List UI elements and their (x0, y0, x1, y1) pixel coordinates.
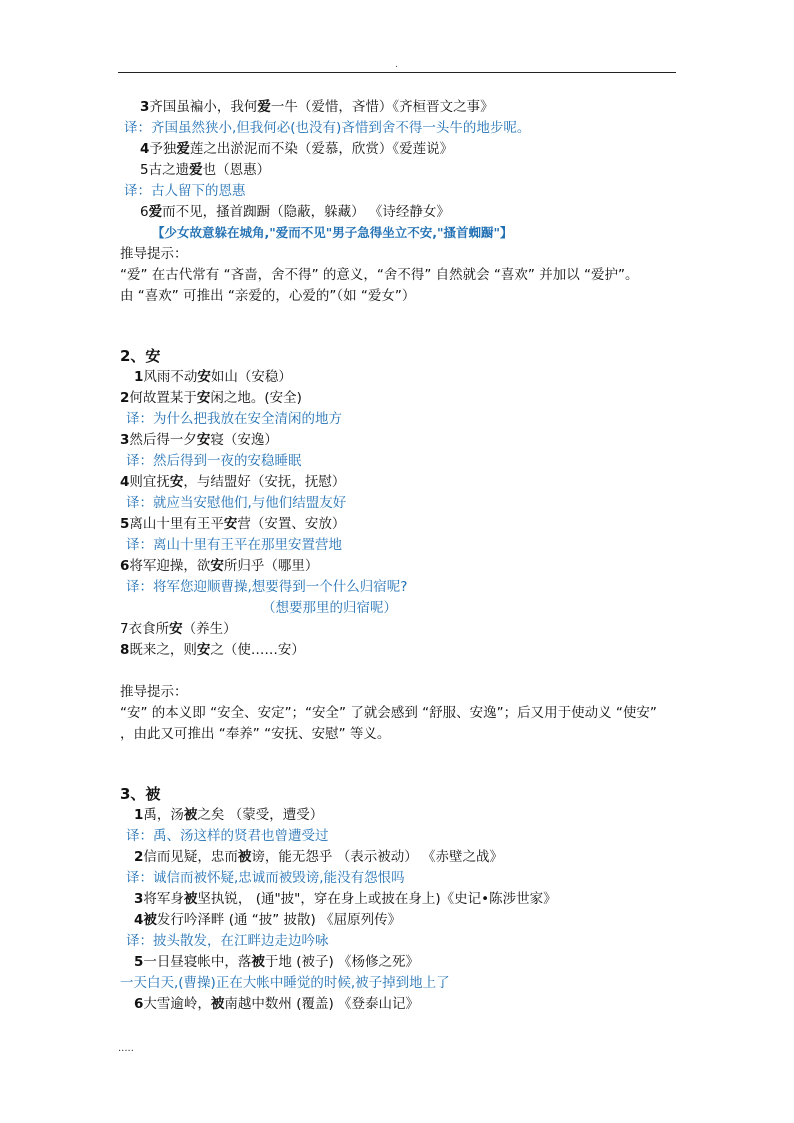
translation-line: 译：将军您迎顺曹操,想要得到一个什么归宿呢? (126, 579, 408, 595)
example-line: 5离山十里有王平安营（安置、安放） (120, 516, 346, 532)
translation-line: 译：就应当安慰他们,与他们结盟友好 (126, 495, 347, 511)
example-line: 5古之遗爱也（恩惠） (140, 162, 271, 178)
translation-line: 译：诚信而被怀疑,忠诚而被毁谤,能没有怨恨吗 (126, 870, 405, 886)
translation-line: 译：离山十里有王平在那里安置营地 (126, 537, 342, 553)
example-line: 6将军迎操，欲安所归乎（哪里） (120, 558, 319, 574)
section-heading: 3、被 (120, 785, 161, 803)
header-dot: . (395, 60, 398, 70)
example-line: 6大雪逾岭，被南越中数州 (覆盖) 《登泰山记》 (134, 996, 420, 1012)
section-heading: 2、安 (120, 347, 161, 365)
hint-label: 推导提示： (120, 684, 188, 700)
translation-line: 【少女故意躲在城角,"爱而不见"男子急得坐立不安,"搔首蜘蹰"】 (152, 225, 513, 240)
hint-text: 由 “喜欢” 可推出 “亲爱的，心爱的”（如 “爱女”） (120, 288, 416, 304)
translation-line: 译：古人留下的恩惠 (124, 183, 246, 199)
footer-dots: ..... (118, 1043, 134, 1054)
example-line: 3齐国虽褊小，我何爱一牛（爱惜，吝惜）《齐桓晋文之事》 (140, 99, 494, 115)
translation-line: 译：然后得到一夜的安稳睡眠 (126, 453, 302, 469)
translation-line: 译：为什么把我放在安全清闲的地方 (126, 411, 342, 427)
example-line: 6爱而不见，搔首踟蹰（隐蔽，躲藏） 《诗经静女》 (140, 204, 450, 220)
example-line: 5一日昼寝帐中，落被于地 (被子) 《杨修之死》 (134, 954, 420, 970)
example-line: 3然后得一夕安寝（安逸） (120, 432, 278, 448)
example-line: 1风雨不动安如山（安稳） (134, 369, 292, 385)
translation-line: 译：披头散发，在江畔边走边吟咏 (126, 933, 329, 949)
example-line: 4被发行吟泽畔 (通 “披” 披散) 《屈原列传》 (134, 912, 402, 928)
example-line: 2何故置某于安闲之地。(安全) (120, 390, 302, 406)
translation-line: 译：禹、汤这样的贤君也曾遭受过 (126, 828, 329, 844)
example-line: 8既来之，则安之（使……安） (120, 642, 305, 658)
example-line: 2信而见疑，忠而被谤，能无怨乎 （表示被动） 《赤壁之战》 (134, 849, 503, 865)
example-line: 1禹，汤被之矣 （蒙受，遭受） (134, 807, 324, 823)
translation-line: （想要那里的归宿呢） (262, 600, 397, 616)
example-line: 3将军身被坚执锐， (通"披"，穿在身上或披在身上)《史记•陈涉世家》 (134, 891, 557, 907)
hint-label: 推导提示： (120, 246, 188, 262)
example-line: 7衣食所安（养生） (120, 621, 237, 637)
hint-text: ，由此又可推出 “奉养” “安抚、安慰” 等义。 (120, 726, 391, 742)
example-line: 4予独爱莲之出淤泥而不染（爱慕，欣赏）《爱莲说》 (140, 141, 454, 157)
hint-text: “安” 的本义即 “安全、安定”；“安全” 了就会感到 “舒服、安逸”；后又用于使动义 “使安” (120, 705, 657, 721)
example-line: 4则宜抚安，与结盟好（安抚，抚慰） (120, 474, 346, 490)
header-rule (118, 72, 676, 73)
translation-line: 一天白天,(曹操)正在大帐中睡觉的时候,被子掉到地上了 (120, 975, 450, 991)
hint-text: “爱” 在古代常有 “吝啬，舍不得” 的意义，“舍不得” 自然就会 “喜欢” 并加以 “爱护”。 (120, 267, 639, 283)
translation-line: 译：齐国虽然狭小,但我何必(也没有)吝惜到舍不得一头牛的地步呢。 (124, 120, 531, 136)
